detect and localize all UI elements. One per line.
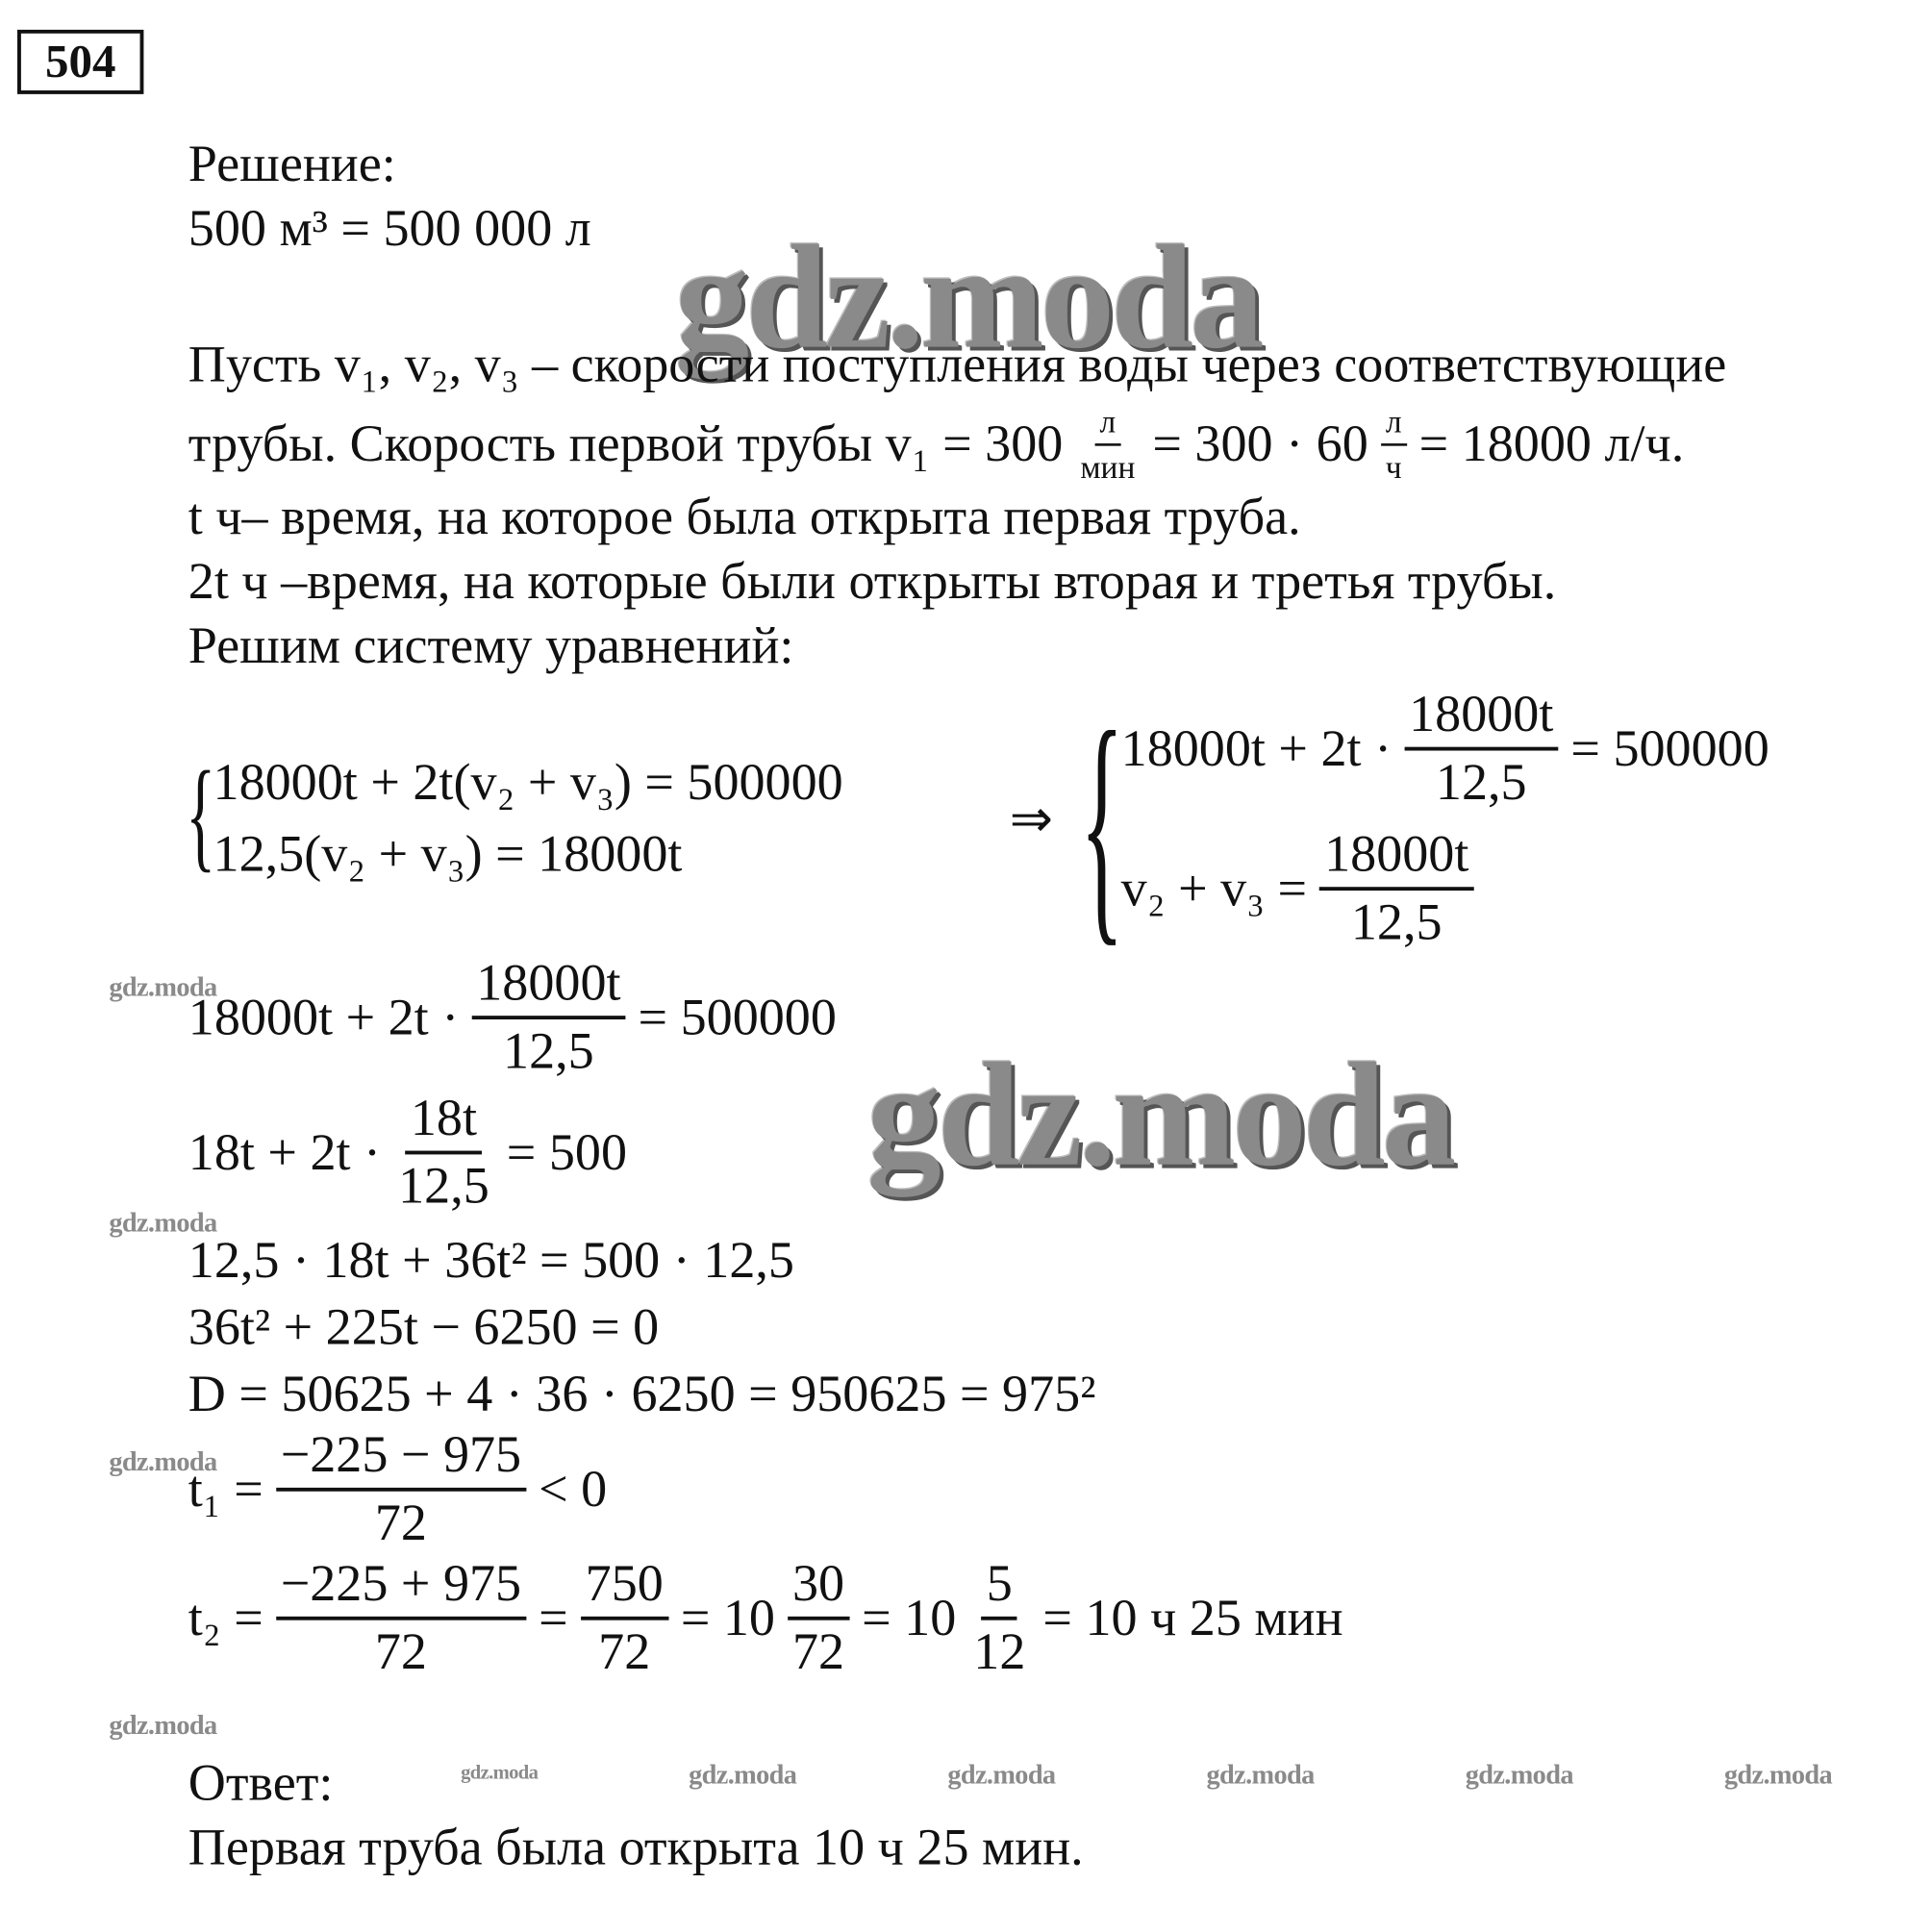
fraction <box>788 1557 849 1680</box>
line-2t <box>188 551 1568 613</box>
equation: D = 50625 + 4 · 36 · 6250 = 950625 = 975² <box>188 1366 1096 1423</box>
numerator: 18000t <box>1404 688 1559 751</box>
watermark-small: gdz.moda <box>1206 1758 1315 1791</box>
text: 18000t + 2t · <box>188 989 460 1046</box>
text: 18000t + 2t · <box>1120 720 1393 778</box>
denominator: 12 <box>973 1623 1026 1681</box>
root-t2 <box>188 1557 1356 1680</box>
left-brace-icon: { <box>186 745 216 884</box>
text: < 0 <box>539 1461 608 1519</box>
watermark-small: gdz.moda <box>1465 1758 1573 1791</box>
answer-text: Первая труба была открыта 10 ч 25 мин. <box>188 1820 1084 1877</box>
paragraph-1 <box>188 335 1739 396</box>
watermark-small: gdz.moda <box>109 970 217 1002</box>
equation: 12,5(v₂ + v₃) = 18000t <box>213 826 683 884</box>
step-4 <box>188 1297 671 1359</box>
implies-arrow <box>1010 789 1066 850</box>
fraction <box>968 1557 1030 1680</box>
paragraph-1-text: Пусть v₁, v₂, v₃ – скорости поступления воды через соответствующие <box>188 337 1727 394</box>
watermark-small: gdz.moda <box>109 1206 217 1238</box>
watermark-large: gdz.moda <box>674 214 1261 380</box>
text: = 500 <box>506 1123 627 1182</box>
line-2t-text: 2t ч –время, на которые были открыты вторая и третья трубы. <box>188 553 1557 611</box>
denominator: 12,5 <box>1435 754 1527 812</box>
denominator: 72 <box>791 1623 845 1681</box>
text: = 10 <box>680 1590 775 1647</box>
text: t₂ = <box>188 1590 263 1647</box>
numerator: л <box>1094 405 1120 446</box>
denominator: 72 <box>374 1623 427 1681</box>
root-t1 <box>188 1428 619 1551</box>
step-2 <box>188 1092 640 1215</box>
watermark-small: gdz.moda <box>689 1758 797 1791</box>
watermark-small: gdz.moda <box>947 1758 1056 1791</box>
text: = 10 <box>862 1590 957 1647</box>
denominator: ч <box>1385 449 1402 487</box>
numerator: 18000t <box>471 956 626 1019</box>
solve-text: Решим систему уравнений: <box>188 617 794 675</box>
p2-text-a: трубы. Скорость первой трубы v₁ = 300 <box>188 416 1064 474</box>
text: v₂ + v₃ = <box>1120 860 1308 917</box>
denominator: мин <box>1080 449 1136 487</box>
line-t-text: t ч– время, на которое была открыта первая труба. <box>188 489 1301 547</box>
fraction <box>581 1557 668 1680</box>
fraction-l-per-h <box>1381 405 1407 485</box>
answer-label-text: Ответ: <box>188 1755 334 1813</box>
numerator: 750 <box>581 1557 668 1620</box>
answer-label <box>188 1753 345 1815</box>
numerator: 30 <box>788 1557 849 1620</box>
equation: 36t² + 225t − 6250 = 0 <box>188 1299 660 1357</box>
denominator: 12,5 <box>398 1158 489 1216</box>
heading <box>188 134 409 195</box>
numerator: −225 − 975 <box>276 1428 527 1492</box>
watermark-small: gdz.moda <box>109 1445 217 1477</box>
p2-text-b: = 300 · 60 <box>1152 416 1368 474</box>
watermark-small: gdz.moda <box>1723 1758 1833 1791</box>
line-t <box>188 487 1314 548</box>
watermark-small: gdz.moda <box>461 1762 539 1784</box>
right-brace-icon: { <box>1080 680 1124 967</box>
equation: 12,5 · 18t + 36t² = 500 · 12,5 <box>188 1232 794 1290</box>
heading-text: Решение: <box>188 136 396 193</box>
fraction-l-per-min <box>1075 405 1140 485</box>
conversion-line <box>188 198 604 260</box>
p2-text-c: = 18000 л/ч. <box>1418 416 1685 474</box>
watermark-small: gdz.moda <box>109 1709 217 1741</box>
step-1 <box>188 956 849 1079</box>
system-left-row-2 <box>213 824 695 886</box>
implies-icon: ⇒ <box>1009 791 1054 849</box>
numerator: л <box>1381 405 1407 446</box>
fraction <box>276 1428 527 1551</box>
conversion-text: 500 м³ = 500 000 л <box>188 200 591 258</box>
system-left-row-1 <box>213 752 856 814</box>
fraction <box>276 1557 527 1680</box>
denominator: 12,5 <box>503 1023 594 1081</box>
equation: 18000t + 2t(v₂ + v₃) = 500000 <box>213 754 843 812</box>
system-right-row-1 <box>1121 688 1782 811</box>
denominator: 72 <box>598 1623 651 1681</box>
numerator: 18000t <box>1319 827 1474 891</box>
fraction <box>471 956 626 1079</box>
numerator: −225 + 975 <box>276 1557 527 1620</box>
fraction <box>393 1092 494 1215</box>
paragraph-2 <box>188 405 1696 485</box>
numerator: 18t <box>406 1092 482 1155</box>
step-5 <box>188 1364 1109 1425</box>
text: = <box>539 1590 568 1647</box>
text: 18t + 2t · <box>188 1123 382 1182</box>
text: = 10 ч 25 мин <box>1042 1590 1343 1647</box>
denominator: 72 <box>374 1495 427 1552</box>
system-right-row-2 <box>1121 827 1487 950</box>
step-3 <box>188 1230 807 1292</box>
fraction <box>1319 827 1474 950</box>
watermark-large: gdz.moda <box>866 1031 1453 1197</box>
fraction <box>1404 688 1559 811</box>
problem-number: 504 <box>17 30 143 94</box>
answer <box>188 1817 1096 1878</box>
text: t₁ = <box>188 1461 263 1519</box>
solve-line <box>188 615 807 677</box>
numerator: 5 <box>982 1557 1017 1620</box>
text: = 500000 <box>1570 720 1769 778</box>
denominator: 12,5 <box>1350 894 1443 952</box>
text: = 500000 <box>638 989 837 1046</box>
